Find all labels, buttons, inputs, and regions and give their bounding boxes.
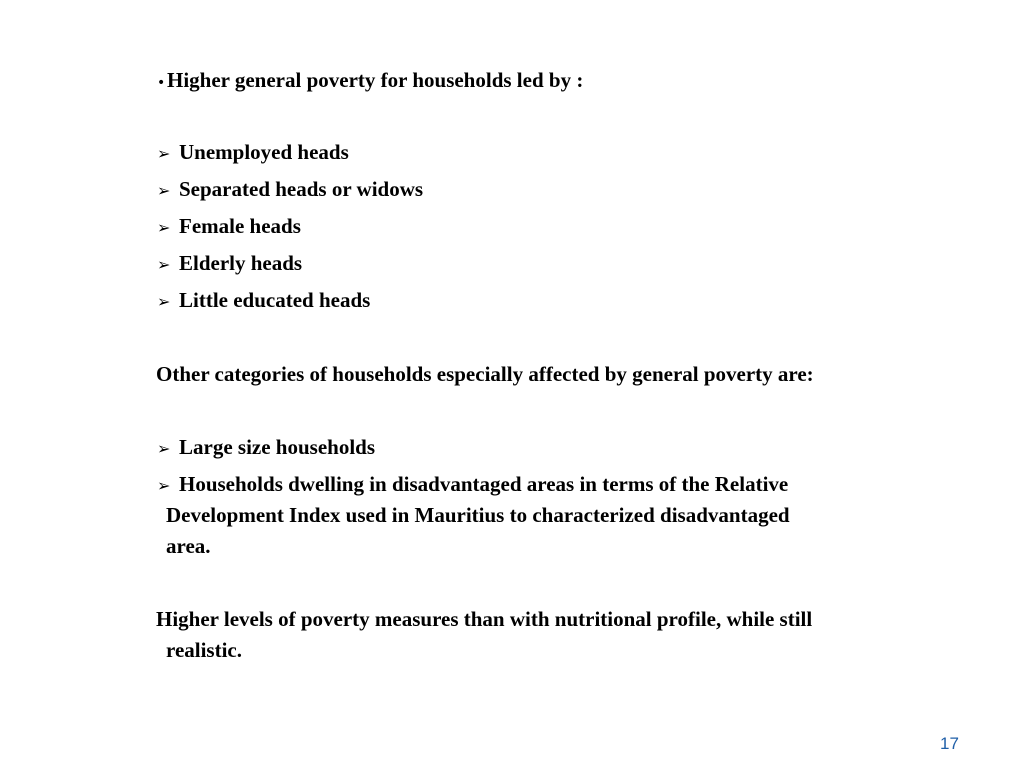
bullet-dot-icon: • [157, 75, 166, 91]
conclusion-line: realistic. [166, 638, 243, 662]
arrow-bullet-icon: ➢ [157, 144, 171, 163]
list-item [157, 140, 349, 166]
arrow-bullet-icon: ➢ [157, 439, 171, 458]
arrow-bullet-icon: ➢ [157, 255, 171, 274]
list-item [157, 288, 370, 314]
list-item [157, 435, 375, 461]
arrow-bullet-icon: ➢ [157, 292, 171, 311]
list-item-text: Unemployed heads [179, 140, 349, 164]
arrow-bullet-icon: ➢ [157, 218, 171, 237]
list-item-text: Separated heads or widows [179, 177, 424, 201]
list-item-text: Large size households [179, 435, 376, 459]
arrow-bullet-icon: ➢ [157, 181, 171, 200]
list-item [157, 214, 301, 240]
list-item-continuation: area. [166, 534, 211, 558]
list-item [157, 472, 788, 498]
other-categories-intro: Other categories of households especially affected by general poverty are: [156, 362, 814, 386]
list-item-continuation: Development Index used in Mauritius to characterized disadvantaged [166, 503, 790, 527]
conclusion-line: Higher levels of poverty measures than with nutritional profile, while still [156, 607, 813, 631]
arrow-bullet-icon: ➢ [157, 476, 171, 495]
list-item [157, 177, 423, 203]
list-item-text: Households dwelling in disadvantaged areas in terms of the Relative [179, 472, 789, 496]
list-item-text: Female heads [179, 214, 301, 238]
list-item-text: Elderly heads [179, 251, 303, 275]
heading-line [157, 68, 583, 95]
page-number: 17 [940, 734, 959, 753]
heading-text: Higher general poverty for households led by : [167, 68, 584, 92]
list-item-text: Little educated heads [179, 288, 371, 312]
list-item [157, 251, 302, 277]
